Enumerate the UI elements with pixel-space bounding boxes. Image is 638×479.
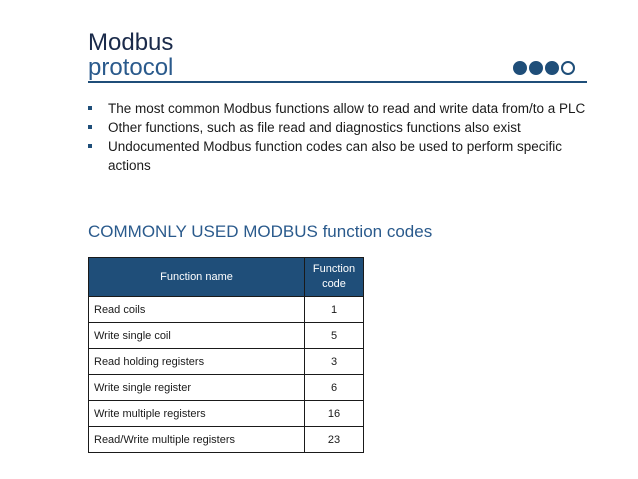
bullet-list (88, 99, 598, 175)
function-code-cell: 5 (305, 323, 364, 349)
table-header-row (89, 258, 364, 297)
table-row (89, 323, 364, 349)
slide-title (88, 30, 173, 80)
table-row (89, 375, 364, 401)
table-row (89, 297, 364, 323)
function-name-cell: Write multiple registers (89, 401, 305, 427)
slide-progress-indicator (513, 61, 575, 75)
slide-title-line2: protocol (88, 54, 174, 81)
table-row (89, 427, 364, 453)
function-code-cell: 1 (305, 297, 364, 323)
section-heading: COMMONLY USED MODBUS function codes (88, 222, 433, 241)
title-divider (88, 81, 587, 83)
bullet-text: The most common Modbus functions allow to read and write data from/to a PLC (108, 101, 586, 116)
progress-dot-filled-icon (529, 61, 543, 75)
function-code-cell: 16 (305, 401, 364, 427)
bullet-item (88, 99, 598, 118)
function-name-cell: Read coils (89, 297, 305, 323)
square-bullet-icon (88, 106, 92, 110)
bullet-item (88, 118, 598, 137)
column-header-function-name: Function name (89, 258, 305, 297)
slide-title-line1: Modbus (88, 29, 174, 56)
function-code-cell: 23 (305, 427, 364, 453)
function-name-cell: Write single coil (89, 323, 305, 349)
function-name-cell: Read/Write multiple registers (89, 427, 305, 453)
square-bullet-icon (88, 125, 92, 129)
function-code-cell: 6 (305, 375, 364, 401)
table-row (89, 401, 364, 427)
function-codes-table (88, 257, 364, 453)
bullet-text: Other functions, such as file read and diagnostics functions also exist (108, 120, 521, 135)
function-code-cell: 3 (305, 349, 364, 375)
progress-dot-filled-icon (513, 61, 527, 75)
column-header-function-code: Function code (305, 258, 364, 297)
progress-dot-filled-icon (545, 61, 559, 75)
table-row (89, 349, 364, 375)
function-name-cell: Read holding registers (89, 349, 305, 375)
progress-dot-empty-icon (561, 61, 575, 75)
function-name-cell: Write single register (89, 375, 305, 401)
bullet-text: Undocumented Modbus function codes can also be used to perform specific actions (108, 139, 563, 173)
square-bullet-icon (88, 144, 92, 148)
bullet-item (88, 137, 598, 175)
